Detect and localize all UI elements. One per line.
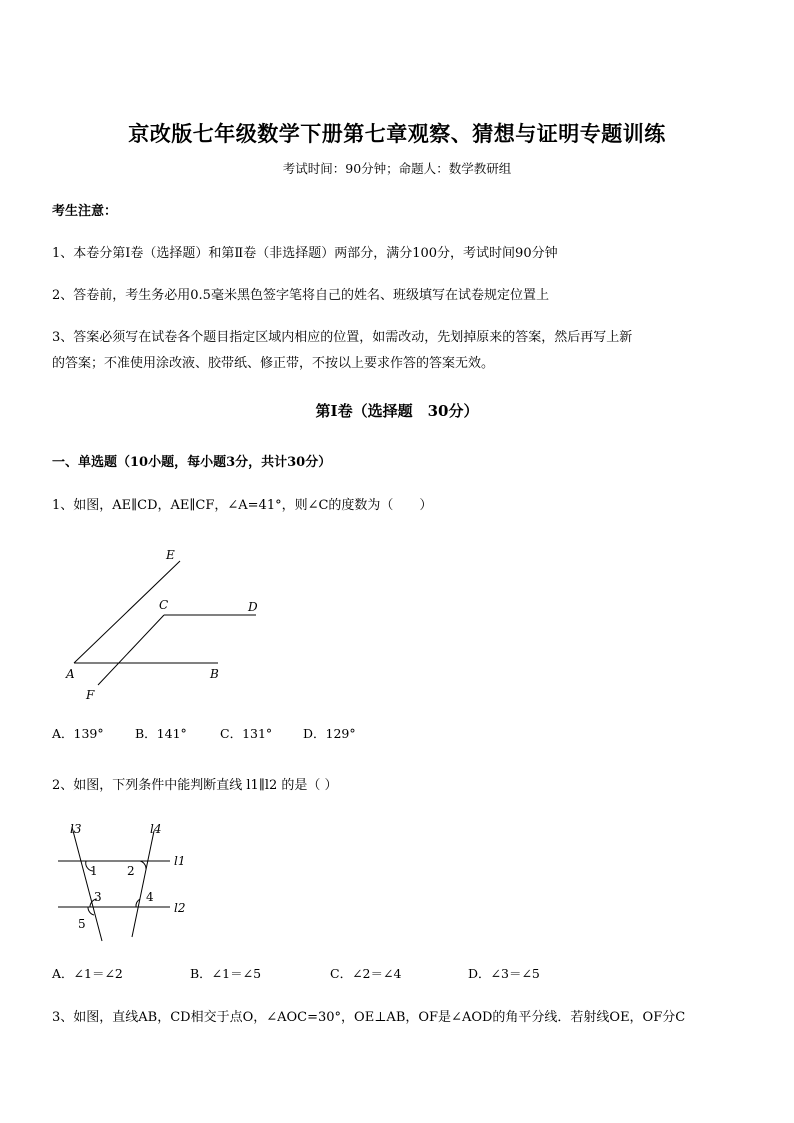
q2-option-a[interactable]: A．∠1＝∠2 [52, 966, 123, 981]
part1-title: 第Ⅰ卷（选择题 30分） [315, 402, 479, 420]
label-angle-5: 5 [78, 917, 86, 931]
line-ae [74, 561, 180, 663]
label-f: F [86, 688, 95, 702]
label-d: D [248, 600, 258, 614]
label-l3: l3 [70, 822, 82, 836]
label-angle-3: 3 [94, 890, 102, 904]
notice-3-cont: 的答案；不准使用涂改液、胶带纸、修正带，不按以上要求作答的答案无效。 [52, 356, 495, 371]
line-l4 [132, 831, 154, 937]
q1-option-a[interactable]: A．139° [52, 726, 104, 741]
section1-title: 一、单选题（10小题，每小题3分，共计30分） [52, 455, 332, 470]
q1-stem: 1、如图，AE∥CD，AE∥CF，∠A=41°，则∠C的度数为（ ） [52, 498, 433, 513]
line-cf [98, 615, 164, 685]
angle-arc-2 [140, 861, 146, 869]
q1-option-c[interactable]: C．131° [220, 726, 273, 741]
page-title: 京改版七年级数学下册第七章观察、猜想与证明专题训练 [128, 121, 666, 146]
q2-stem: 2、如图，下列条件中能判断直线 l1∥l2 的是（ ） [52, 778, 338, 793]
label-l1: l1 [174, 854, 186, 868]
notice-heading: 考生注意： [52, 204, 118, 219]
q1-option-b[interactable]: B．141° [135, 726, 187, 741]
label-a: A [66, 667, 75, 681]
q3-stem: 3、如图，直线AB，CD相交于点O，∠AOC=30°，OE⊥AB，OF是∠AOD的角平分线．若射线OE，OF分C [52, 1010, 686, 1025]
label-e: E [166, 548, 175, 562]
q2-figure [50, 815, 200, 950]
label-c: C [159, 598, 169, 612]
label-b: B [210, 667, 219, 681]
label-l4: l4 [150, 822, 162, 836]
q2-option-b[interactable]: B．∠1＝∠5 [190, 966, 262, 981]
q1-figure [60, 545, 258, 705]
label-l2: l2 [174, 901, 186, 915]
label-angle-2: 2 [127, 864, 135, 878]
exam-info: 考试时间：90分钟；命题人：数学教研组 [282, 161, 512, 176]
notice-1: 1、本卷分第Ⅰ卷（选择题）和第Ⅱ卷（非选择题）两部分，满分100分，考试时间90分钟 [52, 246, 558, 261]
q1-option-d[interactable]: D．129° [303, 726, 356, 741]
line-l3 [72, 827, 102, 941]
label-angle-1: 1 [90, 864, 98, 878]
q2-option-c[interactable]: C．∠2＝∠4 [330, 966, 402, 981]
notice-3: 3、答案必须写在试卷各个题目指定区域内相应的位置，如需改动，先划掉原来的答案，然后再写上新 [52, 330, 633, 345]
label-angle-4: 4 [146, 890, 154, 904]
q2-option-d[interactable]: D．∠3＝∠5 [468, 966, 540, 981]
notice-2: 2、答卷前，考生务必用0.5毫米黑色签字笔将自己的姓名、班级填写在试卷规定位置上 [52, 288, 549, 303]
